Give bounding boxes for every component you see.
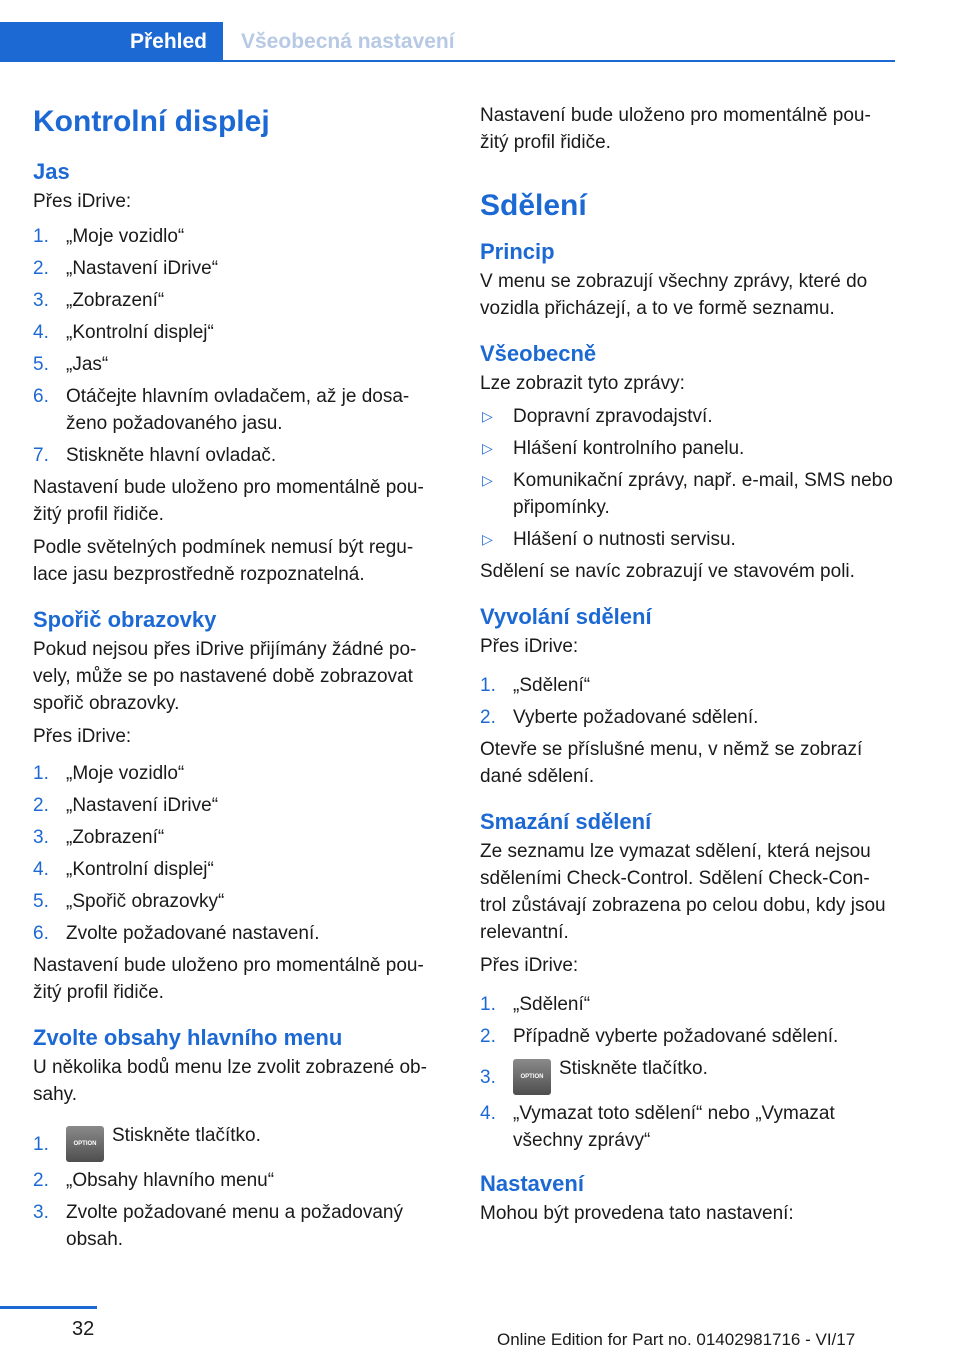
list-item: 2. „Nastavení iDrive“ — [33, 795, 219, 816]
list-item: 3. „Zobrazení“ — [33, 290, 165, 311]
page-header — [0, 22, 960, 62]
smazani-paragraph: Ze seznamu lze vymazat sdělení, která nejsou sděleními Check-Control. Sdělení Check-Con‐ trol zůstávají zobrazena po celou dobu, kdy jsou relevantní. — [480, 841, 886, 943]
list-item: ▷ Dopravní zpravodajství. — [480, 403, 895, 430]
vyvolani-steps — [480, 672, 895, 731]
saver-intro: Přes iDrive: — [33, 726, 132, 747]
nastaveni-paragraph: Mohou být provedena tato nastavení: — [480, 1203, 794, 1224]
heading-vseobecne: Všeobecně — [480, 341, 597, 366]
footer-edition: Online Edition for Part no. 01402981716 - VI/17 — [497, 1330, 856, 1349]
list-item: 1. „Moje vozidlo“ — [33, 763, 185, 784]
heading-vyvolani-sdeleni: Vyvolání sdělení — [480, 604, 652, 629]
list-item: 2. „Obsahy hlavního menu“ — [33, 1170, 275, 1191]
list-item: 4. „Kontrolní displej“ — [33, 859, 214, 880]
smazani-steps — [480, 991, 895, 1154]
option-button-icon: OPTION — [513, 1059, 551, 1095]
list-item: 2. „Nastavení iDrive“ — [33, 258, 219, 279]
vseobecne-note: Sdělení se navíc zobrazují ve stavovém poli. — [480, 561, 855, 582]
heading-jas: Jas — [33, 159, 70, 184]
heading-sporic-obrazovky: Spořič obrazovky — [33, 607, 217, 632]
jas-note-light: Podle světelných podmínek nemusí být regu‐ lace jasu bezprostředně rozpoznatelná. — [33, 537, 414, 585]
tab-vseobecna-nastaveni[interactable]: Všeobecná nastavení — [241, 30, 455, 53]
header-underline — [223, 60, 895, 62]
list-item: 2. Vyberte požadované sdělení. — [480, 707, 759, 728]
triangle-bullet-icon: ▷ — [482, 408, 493, 424]
list-item: 1. „Sdělení“ — [480, 994, 591, 1015]
list-item: ▷ Komunikační zprávy, např. e-mail, SMS nebo připomínky. — [480, 467, 895, 521]
list-item: 6. Otáčejte hlavním ovladačem, až je dosa‐ ženo požadovaného jasu. — [33, 386, 410, 434]
section-title-kontrolni-displej: Kontrolní displej — [33, 105, 270, 138]
list-item: 3. OPTION Stiskněte tlačítko. — [480, 1055, 895, 1095]
vseobecne-intro: Lze zobrazit tyto zprávy: — [480, 373, 685, 394]
saver-steps — [33, 760, 443, 947]
option-button-icon: OPTION — [66, 1126, 104, 1162]
right-top-note: Nastavení bude uloženo pro momentálně pou‐ žitý profil řidiče. — [480, 105, 871, 153]
vyvolani-note: Otevře se příslušné menu, v němž se zobrazí dané sdělení. — [480, 739, 863, 787]
list-item: 3. Zvolte požadované menu a požadovaný obsah. — [33, 1202, 403, 1250]
list-item: 4. „Vymazat toto sdělení“ nebo „Vymazat všechny zprávy“ — [480, 1103, 835, 1151]
list-item: ▷ Hlášení o nutnosti servisu. — [480, 526, 895, 553]
section-title-sdeleni: Sdělení — [480, 189, 587, 222]
list-item: 5. „Jas“ — [33, 354, 109, 375]
list-item: 3. „Zobrazení“ — [33, 827, 165, 848]
menu-steps — [33, 1122, 443, 1253]
princip-paragraph: V menu se zobrazují všechny zprávy, které do vozidla přicházejí, a to ve formě seznamu. — [480, 271, 868, 319]
triangle-bullet-icon: ▷ — [482, 472, 493, 488]
tab-prehled[interactable]: Přehled — [0, 22, 223, 62]
jas-note-profile: Nastavení bude uloženo pro momentálně pou‐ žitý profil řidiče. — [33, 477, 424, 525]
left-column — [33, 100, 443, 1258]
footer-rule — [0, 1306, 97, 1309]
heading-nastaveni: Nastavení — [480, 1171, 584, 1196]
saver-note: Nastavení bude uloženo pro momentálně pou‐ žitý profil řidiče. — [33, 955, 424, 1003]
saver-paragraph: Pokud nejsou přes iDrive přijímány žádné po‐ vely, může se po nastavené době zobrazovat spořič obrazovky. — [33, 639, 417, 714]
heading-smazani-sdeleni: Smazání sdělení — [480, 809, 652, 834]
message-types-list — [480, 403, 895, 553]
list-item: 2. Případně vyberte požadované sdělení. — [480, 1026, 839, 1047]
list-item: 1. „Sdělení“ — [480, 675, 591, 696]
page-number: 32 — [72, 1318, 95, 1340]
list-item: 6. Zvolte požadované nastavení. — [33, 923, 320, 944]
heading-princip: Princip — [480, 239, 555, 264]
list-item: 5. „Spořič obrazovky“ — [33, 891, 225, 912]
list-item: 1. „Moje vozidlo“ — [33, 226, 185, 247]
triangle-bullet-icon: ▷ — [482, 440, 493, 456]
triangle-bullet-icon: ▷ — [482, 531, 493, 547]
list-item: 7. Stiskněte hlavní ovladač. — [33, 445, 277, 466]
jas-intro: Přes iDrive: — [33, 191, 132, 212]
smazani-intro: Přes iDrive: — [480, 955, 579, 976]
list-item: 1. OPTION Stiskněte tlačítko. — [33, 1122, 443, 1162]
list-item: ▷ Hlášení kontrolního panelu. — [480, 435, 895, 462]
list-item: 4. „Kontrolní displej“ — [33, 322, 214, 343]
menu-paragraph: U několika bodů menu lze zvolit zobrazené ob‐ sahy. — [33, 1057, 427, 1105]
vyvolani-intro: Přes iDrive: — [480, 636, 579, 657]
heading-obsahy-hlavniho-menu: Zvolte obsahy hlavního menu — [33, 1025, 343, 1050]
jas-steps — [33, 223, 443, 469]
right-column — [480, 100, 895, 1227]
